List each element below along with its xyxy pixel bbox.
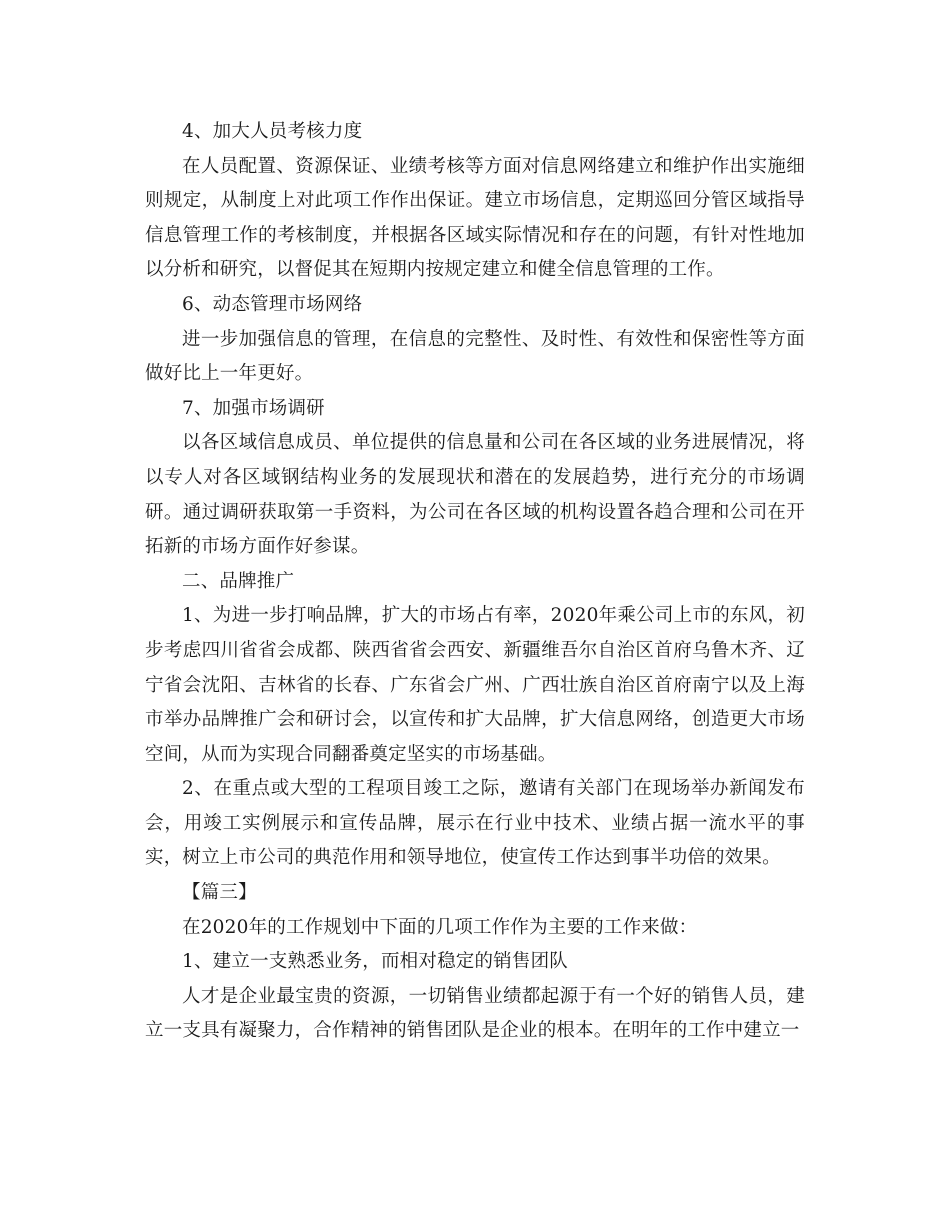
part-heading-three: 【篇三】 xyxy=(182,882,257,904)
heading-market-research: 7、加强市场调研 xyxy=(182,397,325,419)
heading-assessment: 4、加大人员考核力度 xyxy=(182,121,363,142)
paragraph-assessment: 在人员配置、资源保证、业绩考核等方面对信息网络建立和维护作出实施细则规定，从制度上对此项工作作出保证。建立市场信息，定期巡回分管区域指导信息管理工作的考核制度，并根据各区域实际情况和存在的问题，有针对性地加以分析和研究，以督促其在短期内按规定建立和健全信息管理的工作。 xyxy=(145,155,805,281)
paragraph-plan-intro: 在2020年的工作规划中下面的几项工作作为主要的工作来做： xyxy=(182,916,698,938)
document-body xyxy=(145,115,805,1049)
section-heading-brand: 二、品牌推广 xyxy=(182,570,295,592)
heading-sales-team: 1、建立一支熟悉业务，而相对稳定的销售团队 xyxy=(182,951,568,973)
paragraph-sales-team: 人才是企业最宝贵的资源，一切销售业绩都起源于有一个好的销售人员，建立一支具有凝聚力，合作精神的销售团队是企业的根本。在明年的工作中建立一 xyxy=(145,985,805,1042)
paragraph-brand-1: 1、为进一步打响品牌，扩大的市场占有率，2020年乘公司上市的东风，初步考虑四川省省会成都、陕西省省会西安、新疆维吾尔自治区首府乌鲁木齐、辽宁省会沈阳、吉林省的长春、广东省会广州、广西壮族自治区首府南宁以及上海市举办品牌推广会和研讨会，以宣传和扩大品牌，扩大信息网络，创造更大市场空间，从而为实现合同翻番奠定坚实的市场基础。 xyxy=(145,605,805,765)
paragraph-market-research: 以各区域信息成员、单位提供的信息量和公司在各区域的业务进展情况，将以专人对各区域钢结构业务的发展现状和潜在的发展趋势，进行充分的市场调研。通过调研获取第一手资料，为公司在各区域的机构设置各趋合理和公司在开拓新的市场方面作好参谋。 xyxy=(145,432,805,558)
paragraph-network-management: 进一步加强信息的管理，在信息的完整性、及时性、有效性和保密性等方面做好比上一年更好。 xyxy=(145,328,805,385)
heading-network-management: 6、动态管理市场网络 xyxy=(182,293,363,315)
paragraph-brand-2: 2、在重点或大型的工程项目竣工之际，邀请有关部门在现场举办新闻发布会，用竣工实例展示和宣传品牌，展示在行业中技术、业绩占据一流水平的事实，树立上市公司的典范作用和领导地位，使宣传工作达到事半功倍的效果。 xyxy=(145,778,805,869)
